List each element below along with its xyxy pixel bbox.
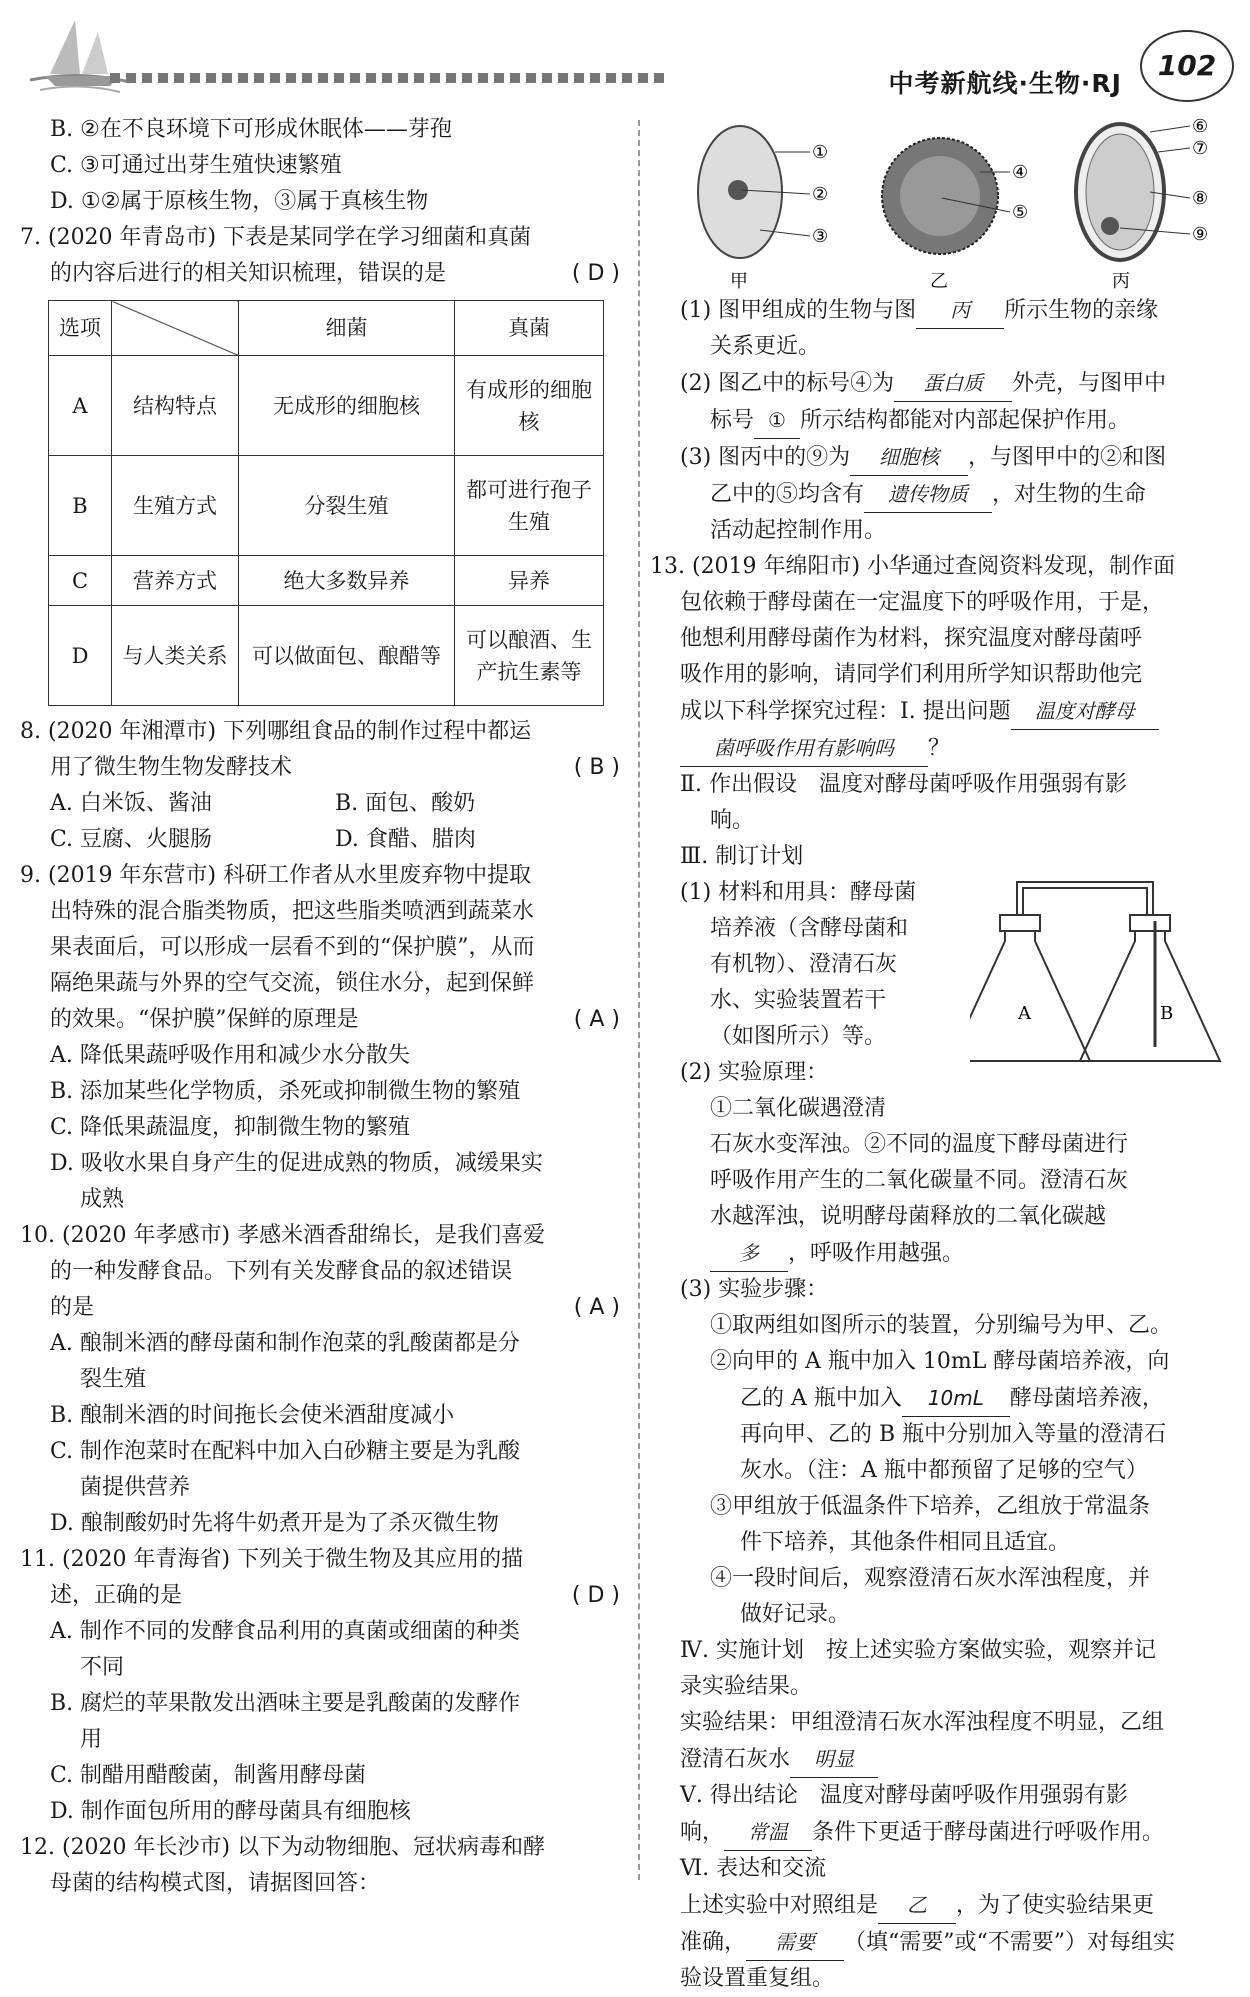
answer-blank: 蛋白质 [894,365,1012,402]
cell: 营养方式 [112,556,239,606]
q9-stem-line: 的效果。“保护膜”保鲜的原理是 [50,1007,359,1032]
label-5: ⑤ [1012,202,1029,223]
bottle-b [1080,921,1220,1061]
label-8: ⑧ [1192,188,1209,209]
q12-1-cont: 关系更近。 [710,334,821,359]
column-divider [638,120,640,1880]
q11-option-c: C. 制醋用醋酸菌，制酱用酵母菌 [50,1763,367,1788]
q12-3-cont: 乙中的⑤均含有 [710,482,865,507]
table-row [49,556,604,606]
q10-stem-line: 的是 [50,1295,95,1320]
communicate-cont: 上述实验中对照组是 [680,1893,879,1918]
cell: 可以做面包、酿醋等 [239,606,455,706]
q9-option-c: C. 降低果蔬温度，抑制微生物的繁殖 [50,1115,411,1140]
materials-cont: 培养液（含酵母菌和 [710,916,909,941]
right-column [650,112,1230,1997]
answer-blank: 遗传物质 [864,476,992,513]
q9-option-d-cont: 成熟 [80,1187,125,1212]
q11-answer: ( D ) [571,1583,620,1608]
cell: C [49,556,112,606]
caption-jia: 甲 [730,271,748,292]
option-c: C. ③可通过出芽生殖快速繁殖 [50,153,342,178]
answer-blank: 菌呼吸作用有影响吗 [680,730,928,767]
step-cont: 再向甲、乙的 B 瓶中分别加入等量的澄清石 [740,1422,1167,1447]
hypothesis: Ⅱ. 作出假设 温度对酵母菌呼吸作用强弱有影 [680,772,1127,797]
answer-blank: 明显 [790,1741,878,1778]
cell: 结构特点 [112,356,239,456]
q10-option-b: B. 酿制米酒的时间拖长会使米酒甜度减小 [50,1403,455,1428]
q10-option-c: C. 制作泡菜时在配料中加入白砂糖主要是为乳酸 [50,1439,521,1464]
q11-stem-line: 述，正确的是 [50,1583,183,1608]
q7-stem: 7. (2020 年青岛市) 下表是某同学在学习细菌和真菌 [20,225,532,250]
label-9: ⑨ [1192,224,1209,245]
q7-stem2: 的内容后进行的相关知识梳理，错误的是 [50,261,447,286]
q12-stem: 12. (2020 年长沙市) 以下为动物细胞、冠状病毒和酵 [20,1835,546,1860]
cell: 绝大多数异养 [239,556,455,606]
step: ②向甲的 A 瓶中加入 10mL 酵母菌培养液，向 [710,1349,1170,1374]
q9-option-b: B. 添加某些化学物质，杀死或抑制微生物的繁殖 [50,1079,521,1104]
cell: 与人类关系 [112,606,239,706]
q11-option-b-cont: 用 [80,1727,103,1752]
step-cont: 酵母菌培养液， [1009,1386,1164,1411]
label-1: ① [812,142,829,163]
q10-option-d: D. 酿制酸奶时先将牛奶煮开是为了杀灭微生物 [50,1511,499,1536]
cell: 分裂生殖 [239,456,455,556]
communicate-cont: ，为了使实验结果更 [956,1893,1155,1918]
page-header [0,0,1250,110]
hypothesis-cont: 响。 [710,808,755,833]
table-header: 真菌 [455,301,604,356]
communicate-cont: 准确， [680,1930,747,1955]
answer-blank: 多 [710,1235,788,1272]
label-6: ⑥ [1192,116,1209,137]
principle-cont: ，呼吸作用越强。 [788,1241,965,1266]
q12-3-cont: ，对生物的生命 [992,482,1147,507]
q12-2-cont: 所示结构都能对内部起保护作用。 [799,408,1130,433]
q12-2: 外壳，与图甲中 [1012,371,1167,396]
plan-heading: Ⅲ. 制订计划 [680,844,804,869]
page-number: 102 [1140,30,1234,102]
q8-stem: 8. (2020 年湘潭市) 下列哪组食品的制作过程中都运 [20,719,532,744]
conclusion-cont: 响， [680,1820,725,1845]
table-row [49,356,604,456]
q8-option-a: A. 白米饭、酱油 [50,791,212,816]
conclusion-cont: 条件下更适于酵母菌进行呼吸作用。 [812,1820,1165,1845]
q8-option-d: D. 食醋、腊肉 [335,827,476,852]
communicate-cont: （填“需要”或“不需要”）对每组实 [844,1930,1176,1955]
materials-cont: （如图所示）等。 [710,1024,887,1049]
cell: 异养 [455,556,604,606]
step-cont: 件下培养，其他条件相同且适宜。 [740,1530,1071,1555]
communicate-cont: 验设置重复组。 [680,1966,835,1991]
table-header: 选项 [49,301,112,356]
result-cont: 澄清石灰水 [680,1747,791,1772]
bottle-a [970,921,1090,1061]
apparatus-diagram [970,871,1230,1071]
header-dash-line [110,68,670,88]
q12-1: 所示生物的亲缘 [1004,298,1159,323]
q10-stem: 10. (2020 年孝感市) 孝感米酒香甜绵长，是我们喜爱 [20,1223,546,1248]
table-row [49,456,604,556]
q10-answer: ( A ) [573,1295,620,1320]
answer-blank: 常温 [724,1814,812,1851]
step-cont: 乙的 A 瓶中加入 [740,1386,902,1411]
caption-bing: 丙 [1112,271,1130,292]
q8-option-c: C. 豆腐、火腿肠 [50,827,213,852]
q12-1: (1) 图甲组成的生物与图 [680,298,917,323]
q13-stem-line: 包依赖于酵母菌在一定温度下的呼吸作用，于是， [680,590,1165,615]
answer-blank: 温度对酵母 [1011,693,1159,730]
communicate: Ⅵ. 表达和交流 [680,1856,827,1881]
q12-3: ，与图甲中的②和图 [968,445,1167,470]
q8-option-b: B. 面包、酸奶 [335,791,476,816]
q7-answer: ( D ) [571,261,620,286]
q10-option-c-cont: 菌提供营养 [80,1475,191,1500]
q8-stem2: 用了微生物生物发酵技术 [50,755,293,780]
cell: 都可进行孢子生殖 [455,456,604,556]
label-3: ③ [812,226,829,247]
cell-diagrams [680,112,1230,292]
result: 实验结果：甲组澄清石灰水浑浊程度不明显，乙组 [680,1710,1165,1735]
option-b: B. ②在不良环境下可形成休眠体——芽孢 [50,117,452,142]
left-column [20,112,620,1902]
answer-blank: 丙 [916,292,1004,329]
step-cont: 做好记录。 [740,1602,851,1627]
cell: 有成形的细胞核 [455,356,604,456]
table-header-diagonal [112,301,239,356]
q10-option-a: A. 酿制米酒的酵母菌和制作泡菜的乳酸菌都是分 [50,1331,520,1356]
answer-blank: 细胞核 [850,439,968,476]
materials-cont: 水、实验装置若干 [710,988,887,1013]
option-d: D. ①②属于原核生物，③属于真核生物 [50,189,429,214]
cell: 可以酿酒、生产抗生素等 [455,606,604,706]
q11-option-a: A. 制作不同的发酵食品利用的真菌或细菌的种类 [50,1619,520,1644]
materials: (1) 材料和用具：酵母菌 [680,880,917,905]
table-header: 细菌 [239,301,455,356]
answer-blank: 10mL [902,1380,1010,1417]
answer-blank: 需要 [746,1924,844,1961]
q9-option-a: A. 降低果蔬呼吸作用和减少水分散失 [50,1043,410,1068]
bottle-a-label: A [1018,1003,1031,1024]
cell: 生殖方式 [112,456,239,556]
implement: Ⅳ. 实施计划 按上述实验方案做实验，观察并记 [680,1638,1156,1663]
q13-stem: 13. (2019 年绵阳市) 小华通过查阅资料发现，制作面 [650,554,1176,579]
question-mark: ？ [928,736,951,761]
cell: B [49,456,112,556]
cell: 无成形的细胞核 [239,356,455,456]
principle-cont: 石灰水变浑浊。②不同的温度下酵母菌进行 [710,1132,1129,1157]
label-7: ⑦ [1192,138,1209,159]
q8-answer: ( B ) [573,755,620,780]
q10-stem-line: 的一种发酵食品。下列有关发酵食品的叙述错误 [50,1259,513,1284]
principle-cont: 呼吸作用产生的二氧化碳量不同。澄清石灰 [710,1168,1129,1193]
q13-stem-line: 吸作用的影响，请同学们利用所学知识帮助他完 [680,662,1143,687]
principle-cont: 水越浑浊，说明酵母菌释放的二氧化碳越 [710,1204,1107,1229]
cell: D [49,606,112,706]
book-title: 中考新航线·生物·RJ [888,69,1122,98]
label-4: ④ [1012,162,1029,183]
conclusion: Ⅴ. 得出结论 温度对酵母菌呼吸作用强弱有影 [680,1783,1128,1808]
q12-stem-line: 母菌的结构模式图，请据图回答： [50,1871,381,1896]
q9-answer: ( A ) [573,1007,620,1032]
q13-stem-line: 成以下科学探究过程：Ⅰ. 提出问题 [680,699,1011,724]
q11-option-d: D. 制作面包所用的酵母菌具有细胞核 [50,1799,411,1824]
principle-cont: ①二氧化碳遇澄清 [710,1096,887,1121]
materials-cont: 有机物）、澄清石灰 [710,952,898,977]
q9-option-d: D. 吸收水果自身产生的促进成熟的物质，减缓果实 [50,1151,543,1176]
q9-stem: 9. (2019 年东营市) 科研工作者从水里废弃物中提取 [20,863,532,888]
implement-cont: 录实验结果。 [680,1674,813,1699]
cell: A [49,356,112,456]
q7-table [48,300,604,706]
steps-heading: (3) 实验步骤： [680,1277,829,1302]
label-2: ② [812,184,829,205]
q9-stem-line: 隔绝果蔬与外界的空气交流，锁住水分，起到保鲜 [50,971,535,996]
q12-2-cont: 标号 [710,408,755,433]
bottle-b-label: B [1160,1003,1174,1024]
yeast-nucleus [1101,217,1119,235]
step-cont: 灰水。（注：A 瓶中都预留了足够的空气） [740,1458,1148,1483]
q12-3-cont: 活动起控制作用。 [710,518,887,543]
q12-3: (3) 图丙中的⑨为 [680,445,851,470]
answer-blank: 乙 [878,1887,956,1924]
q10-option-a-cont: 裂生殖 [80,1367,147,1392]
step: ①取两组如图所示的装置，分别编号为甲、乙。 [710,1313,1173,1338]
q9-stem-line: 出特殊的混合脂类物质，把这些脂类喷洒到蔬菜水 [50,899,535,924]
q12-2: (2) 图乙中的标号④为 [680,371,895,396]
principle: (2) 实验原理： [680,1060,829,1085]
q9-stem-line: 果表面后，可以形成一层看不到的“保护膜”，从而 [50,935,535,960]
answer-blank: ① [754,402,800,439]
q11-option-a-cont: 不同 [80,1655,125,1680]
step: ③甲组放于低温条件下培养，乙组放于常温条 [710,1494,1151,1519]
q13-stem-line: 他想利用酵母菌作为材料，探究温度对酵母菌呼 [680,626,1143,651]
table-row [49,606,604,706]
q11-stem: 11. (2020 年青海省) 下列关于微生物及其应用的描 [20,1547,524,1572]
step: ④一段时间后，观察澄清石灰水浑浊程度，并 [710,1566,1151,1591]
caption-yi: 乙 [930,271,948,292]
q11-option-b: B. 腐烂的苹果散发出酒味主要是乳酸菌的发酵作 [50,1691,521,1716]
